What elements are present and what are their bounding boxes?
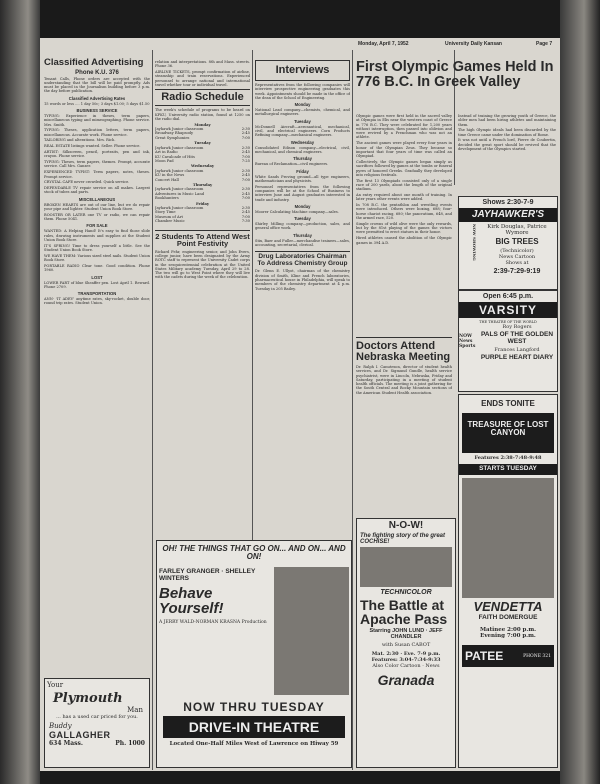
classified-ad-item: EXPERIENCED TYPIST: Term papers, notes, theses. Prompt service. — [44, 170, 150, 179]
granada-with: with Susan CABOT — [381, 642, 431, 648]
radio-day: Friday — [195, 201, 209, 206]
column-rule — [352, 50, 353, 770]
granada-photo — [360, 547, 452, 587]
interview-day: Wednesday — [290, 139, 315, 145]
interview-companies: Consolidated Edison company—electrical, civil, mechanical, and chemical engineers. — [255, 145, 350, 154]
jayhawker-color: (Technicolor) — [500, 248, 534, 254]
interview-day: Monday — [294, 102, 311, 108]
radio-program-time: 2:30 — [241, 145, 250, 150]
jayhawker-now: NOW SHOWING — [472, 224, 477, 261]
olympics-paragraph: The first 13 Olympiads consisted only of a single race of 200 yards, about the length of the original stadium. — [356, 178, 452, 192]
interview-companies: White Sands Proving ground—all type engineers, mathematicians and physicists. — [255, 174, 350, 183]
radio-program-time: 2:45 — [241, 150, 250, 155]
radio-title: Radio Schedule — [155, 89, 250, 106]
radio-program-time: 2:30 — [241, 127, 250, 132]
interviews-intro: Representatives from the following companies will interview prospective engineering graduates this week. Appointments should be made in the office of the dean of the School of Engineering. — [255, 83, 350, 100]
olympics-paragraph: In 708 B.C. the pentathlon and wrestling events were introduced. Others were boxing, 688; four-horse chariot racing, 680; the pancratium, 648, and the armed race, 520. — [356, 203, 452, 221]
radio-program-row — [155, 178, 250, 182]
ends-star: FAITH DOMERGUE — [478, 613, 538, 621]
header-paper: University Daily Kansan — [445, 41, 502, 47]
radio-program-name: Great Symphonies — [155, 135, 190, 140]
radio-program-row — [155, 136, 250, 140]
rates-title: Classified Advertising Rates — [68, 95, 126, 101]
olympics-paragraph: Simple crowns of wild olive were the only rewards, but by the 81st playing of the games the victors were permitted to erect statues in their honor. — [356, 221, 452, 235]
interview-companies: National Lead company—chemists, chemical, and metallurgical engineers. — [255, 108, 350, 117]
granada-extras: Also Color Cartoon · News — [372, 663, 440, 669]
plymouth-offer: ... has a used car priced for you. — [56, 714, 138, 720]
interviews-column — [255, 50, 350, 530]
doctors-body: Dr. Ralph I. Canuteson, director of student health services, and Dr. Sigmund Gundle, health service psychiatrist, were in Lincoln, Nebraska, Friday and Saturday, participating in a meeting of student health officials. The meeting is a joint gathering for the South Central and Rocky Mountain sections of the American Student Health association. — [356, 365, 452, 395]
classified-section-heading: BUSINESS SERVICE — [76, 107, 118, 113]
radio-program-time: 7:30 — [241, 219, 250, 224]
col2-top-2: AIRLINE TICKETS, prompt confirmation of airline, steamship and train reservations. Experienced personnel to arrange national and international travel whether tour or individual travel. — [155, 70, 250, 87]
column-rule — [252, 50, 253, 540]
classified-title: Classified Advertising — [44, 57, 144, 68]
drivein-location: Located One-Half Miles West of Lawrence on Hiway 59 — [169, 741, 339, 747]
classified-ad-item: TAILORING and alterations. Mrs. Rich. — [44, 138, 116, 143]
radio-schedule — [155, 123, 250, 224]
varsity-tag: THE THEATRE OF THE WORLD — [479, 320, 537, 324]
radio-program-name: Art in Radio — [155, 150, 178, 155]
westpoint-title: 2 Students To Attend West Point Festivity — [155, 231, 250, 249]
radio-program-name: KU Cavalcade of Hits — [155, 154, 195, 159]
classified-ad-item: TYPING: Experience in theses, term papers, miscellaneous typing and mimeographing. Phone service. Mrs. Smith. — [44, 113, 150, 127]
ends-phone: PHONE 321 — [523, 653, 551, 659]
radio-program-name: Bookhunters — [155, 196, 179, 201]
radio-day: Thursday — [192, 182, 213, 187]
radio-program-time: 2:45 — [241, 173, 250, 178]
granada-color: TECHNICOLOR — [380, 589, 432, 596]
radio-column — [155, 50, 250, 530]
jayhawker-shows: Shows 2:30-7-9 — [482, 199, 534, 206]
classified-ad-item: TYPING: Theses, application letters, term papers, miscellaneous. Accurate work. Phone service. — [44, 128, 150, 137]
jayhawker-news: News Cartoon — [498, 254, 536, 260]
varsity-name: VARSITY — [459, 302, 557, 318]
jayhawker-ad — [458, 196, 558, 290]
radio-program-name: Museum of Art — [155, 214, 183, 219]
classified-section-heading: FOR SALE — [86, 223, 108, 229]
plymouth-address: 634 Mass. — [49, 740, 83, 747]
radio-program-time: 7:00 — [241, 154, 250, 159]
ends-matinee: Matinee 2:00 p.m. — [479, 627, 537, 633]
ends-features: Features 2:38-7:48-9:48 — [474, 455, 542, 461]
ends-label: ENDS TONITE — [481, 399, 535, 408]
radio-program-name: Jayhawk Junior classroom — [155, 145, 204, 150]
radio-program-time: 7:00 — [241, 214, 250, 219]
classified-ad-item: IT'S SPRING! Time to dress yourself a little. See the Student Union Book Store. — [44, 243, 150, 253]
granada-now: N-O-W! — [388, 520, 424, 531]
granada-stars: Starring JOHN LUND · JEFF CHANDLER — [369, 628, 443, 640]
classified-ad-item: TYPING: Theses, term papers, themes. Prompt, accurate service. Call Mrs. Ganzer. — [44, 160, 150, 169]
jayhawker-cast: Kirk Douglas, Patrice Wymore — [487, 224, 547, 236]
radio-program-name: Broadway Rhapsody — [155, 131, 194, 136]
radio-day: Monday — [194, 122, 211, 127]
radio-program-time: 7:00 — [241, 135, 250, 140]
radio-program-time: 2:45 — [241, 210, 250, 215]
radio-program-row — [155, 196, 250, 200]
westpoint-body: Richard Fehr, engineering senior, and John Evers, college junior, have been designated by the Army ROTC staff to represent the University Cadet corps in the sesquicentennial celebration at the United States Military academy Tuesday, April 29 to 28. The two will go to West Point where they will live with the cadets during the week of the celebration. — [155, 249, 250, 280]
drivein-dates: NOW THRU TUESDAY — [183, 700, 325, 714]
granada-tagline: The fighting story of the great COCHISE! — [360, 533, 445, 545]
radio-program-name: Jayhawk Junior classroom — [155, 205, 204, 210]
drivein-stars: FARLEY GRANGER · SHELLEY WINTERS — [159, 568, 256, 582]
col2-top-1: relation and interpretations. 8th and Mass. streets. Phone 36. — [155, 60, 250, 69]
interviews-personnel: Personnel representatives from the following companies will be at the School of Business to interview June and August graduates interested in trade and industry. — [255, 184, 350, 202]
olympics-paragraph: Hired athletes caused the abolition of the Olympic games in 394 A.D. — [356, 236, 452, 245]
radio-program-name: Jayhawk Junior classroom — [155, 187, 204, 192]
classified-section-heading: LOST — [91, 274, 103, 280]
header-page: Page 7 — [536, 41, 553, 47]
business-entries — [255, 204, 350, 247]
plymouth-name1: Buddy — [49, 722, 72, 730]
drivein-photo — [274, 567, 349, 695]
radio-program-row — [155, 219, 250, 223]
drivein-film: Behave Yourself! — [159, 585, 224, 617]
radio-program-time: 2:45 — [241, 191, 250, 196]
radio-program-name: Story Time — [155, 210, 176, 215]
interview-day: Tuesday — [294, 118, 311, 124]
plymouth-phone: Ph. 1000 — [115, 740, 145, 747]
olympics-paragraph: It was not until a French lord, Pierre de Coubertin, decided the great sport should be revived that the development of the Olympics started. — [458, 138, 556, 152]
business-companies: Shirley Milling company—production, sales, and general office work. — [255, 222, 350, 231]
interview-companies: Bureau of Reclamation—civil engineers. — [255, 162, 329, 167]
granada-times: Mat. 2:30 · Eve. 7-9 p.m. Features: 3:04-7:34-9:33 — [371, 651, 441, 663]
classified-ad-item: BROKEN HEARTS are out of our line, but we do repair your pipe and lighter. Student Union Book Store. — [44, 202, 150, 212]
varsity-open: Open 6:45 p.m. — [482, 293, 534, 300]
olympics-paragraph: Instead of training the growing youth of Greece, the older men had been hiring athletes and maintaining them. — [458, 114, 556, 127]
radio-program-time: 2:30 — [241, 168, 250, 173]
radio-program-time: 7:25 — [241, 158, 250, 163]
varsity-film2: PURPLE HEART DIARY — [480, 354, 554, 361]
plymouth-man: Man — [127, 706, 143, 714]
classified-ad-item: DEPENDABLE TV repair service on all makes. Largest stock of tubes and parts. — [44, 186, 150, 195]
ends-starts: STARTS TUESDAY — [459, 464, 557, 475]
jayhawker-times: 2:39-7:29-9:19 — [493, 268, 541, 275]
rates-line: 15 words or less .... 1 day 50c; 3 days $1.00; 5 days $1.50 — [44, 101, 150, 106]
radio-program-name: KU in the News — [155, 173, 185, 178]
business-companies: Stix, Baer and Fuller—merchandise trainees—sales, accounting, secretarial, clerical. — [255, 238, 350, 248]
classified-sections — [44, 108, 150, 306]
business-companies: Moorer Calculating Machine company—sales. — [255, 209, 339, 214]
classified-section-heading: MISCELLANEOUS — [78, 196, 116, 202]
radio-intro: The week's schedule of programs to be heard on KFKU, University radio station, found at 1250 on the radio dial. — [155, 108, 250, 121]
classified-ad-item: WE HAVE THEM: Various sized steel nails. Student Union Book Store. — [44, 253, 150, 263]
right-page-edge — [560, 0, 600, 784]
left-page-edge — [0, 0, 40, 784]
business-day: Monday — [294, 203, 311, 209]
olympics-col-a — [356, 114, 452, 334]
radio-day: Tuesday — [194, 141, 211, 146]
olympics-header — [356, 50, 556, 110]
radio-program-time: 2:30 — [241, 205, 250, 210]
radio-program-name: Moon Pad — [155, 158, 174, 163]
drivein-banner: OH! THE THINGS THAT GO ON... AND ON... AND ON! — [162, 544, 346, 561]
ends-film: TREASURE OF LOST CANYON — [462, 413, 554, 453]
classified-ad-item: CRYSTAL CAFE never crowded. Quick service. — [44, 180, 130, 185]
plymouth-ad — [44, 678, 150, 768]
radio-day: Wednesday — [191, 164, 214, 169]
radio-program-row — [155, 159, 250, 163]
druglab-title: Drug Laboratories Chairman To Address Chemistry Group — [255, 251, 350, 267]
classified-phone: Phone K.U. 376 — [75, 69, 119, 76]
olympics-paragraph: The high Olympic ideals had been discarded by the time Greece came under the domination of Rome. — [458, 128, 556, 137]
olympics-paragraph: Collectively, the Olympic games began simply as sacrifices followed by games at the tombs or funeral pyres of honored Greeks. Gradually they developed into religious festivals. — [356, 159, 452, 177]
varsity-side: NOW News Sports — [459, 334, 476, 349]
granada-film: The Battle at Apache Pass — [360, 597, 448, 627]
varsity-film1: PALS OF THE GOLDEN WEST — [480, 331, 554, 345]
radio-program-name: Chamber Music — [155, 219, 185, 224]
jayhawker-shows2: Shows at — [505, 260, 529, 266]
interview-day: Friday — [296, 168, 309, 174]
granada-ad — [356, 518, 456, 768]
radio-program-time: 2:30 — [241, 187, 250, 192]
plymouth-your: Your — [47, 681, 64, 689]
ends-theatre: PATEE — [465, 649, 504, 663]
varsity-ad — [458, 290, 558, 392]
jayhawker-film: BIG TREES — [495, 237, 539, 246]
interview-day: Thursday — [293, 156, 312, 162]
doctors-article — [356, 335, 452, 515]
radio-program-name: Concert Hall — [155, 177, 179, 182]
radio-program-name: Jayhawk Junior classroom — [155, 168, 204, 173]
classified-ad-item: LOWER PART of blue Sheaffer pen. Lost April 1. Reward. Phone 2709. — [44, 280, 150, 289]
classified-ad-item: PORTABLE RADIO Clear tone. Good condition. Phone 1960. — [44, 264, 150, 273]
jayhawker-name: JAYHAWKER'S — [459, 208, 557, 222]
drivein-credits: A JERRY WALD-NORMAN KRASNA Production — [159, 620, 267, 625]
interviews-title: Interviews — [275, 64, 330, 76]
vendetta-photo — [462, 478, 554, 598]
classified-ad-item: ANN- 'IT ADEV' anytime rates, sky-rocket, double door, round trip rates. Student Union. — [44, 297, 150, 306]
business-day: Tuesday — [294, 216, 311, 222]
plymouth-brand: Plymouth — [53, 691, 123, 706]
radio-program-name: Adventures in Music Land — [155, 191, 205, 196]
olympics-title: First Olympic Games Held In 776 B.C. In Greek Valley — [356, 59, 554, 90]
classified-ad-item: ARTIST: Silkscreen, pencil, portraits, pen and ink, crayon. Phone service. — [44, 150, 150, 159]
interview-entries — [255, 102, 350, 183]
olympics-col-b — [458, 114, 556, 194]
ends-evening: Evening 7:00 p.m. — [480, 633, 536, 639]
olympics-paragraph: An entry required about one month of training. In later years other events were added. — [356, 193, 452, 202]
druglab-body: Dr. Glenn E. Ullyot, chairman of the chemistry division of Smith, Kline and French laboratories, pharmaceutical house in Philadelphia, will speak to members of the chemistry department at 4 p.m. Tuesday in 205 Bailey. — [255, 269, 350, 291]
classified-intro: Tenant Calls, Phone orders are accepted with the understanding that the bill will be paid promptly. Ads must be placed in the Journalism building before 3 p.m. the day before publication. — [44, 76, 150, 94]
classified-ad-item: REAL ESTATE listings wanted. Seller. Phone service. — [44, 144, 141, 149]
newspaper-page — [40, 38, 560, 771]
granada-theatre: Granada — [377, 672, 435, 688]
radio-program-time: 7:00 — [241, 177, 250, 182]
business-day: Thursday — [293, 232, 312, 238]
radio-program-name: Jayhawk Junior classroom — [155, 127, 204, 132]
doctors-title: Doctors Attend Nebraska Meeting — [356, 337, 452, 363]
olympics-paragraph: Olympic games were first held in the sacred valley at Olympia in Elis near the western coast of Greece in 776 B.C. They were celebrated for 1,200 years without interruption, then passed into oblivion and were revived by a Frenchman who was not an athlete. — [356, 114, 452, 140]
ends-film2: VENDETTA — [473, 598, 543, 614]
varsity-cast1: Roy Rogers — [502, 324, 532, 330]
classified-ad-item: BOOSTER OR LATER one TV or radio, we can repair them. Phone 5041. — [44, 212, 150, 222]
drivein-theatre: DRIVE-IN THEATRE — [163, 716, 345, 738]
drive-in-ad — [156, 540, 352, 768]
classified-ad-item: WANTED: A Helping Hand! It's easy to find those slide rules, drawing instruments and supplies at the Student Union Book Store. — [44, 229, 150, 243]
radio-program-time: 2:45 — [241, 131, 250, 136]
patee-ad — [458, 394, 558, 768]
olympics-paragraph: The ancient games were played every four years in honor of the Olympian Zeus. They became so important that four years of time was called an Olympiad. — [356, 141, 452, 159]
interview-companies: McDonnell Aircraft—aeronautical, mechanical, civil, and electrical engineers. Corn Products Refining company—mechanical engineers. — [255, 124, 350, 138]
radio-program-time: 7:00 — [241, 196, 250, 201]
column-rule — [152, 50, 153, 770]
plymouth-name2: GALLAGHER — [49, 730, 111, 740]
classified-column — [44, 50, 150, 680]
header-date: Monday, April 7, 1952 — [358, 41, 409, 47]
varsity-cast2: Frances Langford — [494, 347, 540, 353]
classified-section-heading: TRANSPORTATION — [77, 291, 117, 297]
